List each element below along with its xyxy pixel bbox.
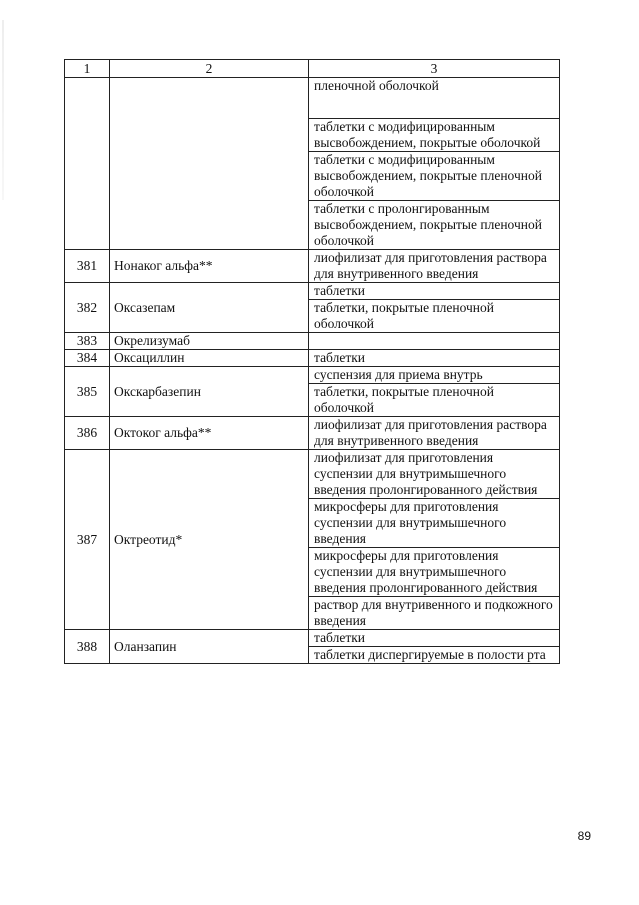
- table-row: [65, 630, 560, 647]
- table-row: [65, 450, 560, 499]
- row-num: 387: [65, 450, 110, 630]
- row-num: 383: [65, 333, 110, 350]
- row-num: 381: [65, 250, 110, 283]
- form-cell: таблетки с пролонгированным высвобождением, покрытые пленочной оболочкой: [309, 201, 560, 250]
- form-cell: [309, 333, 560, 350]
- row-num: 386: [65, 417, 110, 450]
- form-cell: таблетки: [309, 283, 560, 300]
- table-row: [65, 350, 560, 367]
- row-name: Октоког альфа**: [110, 417, 309, 450]
- form-cell: микросферы для приготовления суспензии для внутримышечного введения пролонгированного действия: [309, 548, 560, 597]
- row-num: 388: [65, 630, 110, 664]
- form-cell: суспензия для приема внутрь: [309, 367, 560, 384]
- row-num: 385: [65, 367, 110, 417]
- form-cell: лиофилизат для приготовления раствора для внутривенного введения: [309, 250, 560, 283]
- form-cell: раствор для внутривенного и подкожного введения: [309, 597, 560, 630]
- header-col-2: 2: [110, 60, 309, 78]
- form-cell: таблетки с модифицированным высвобождением, покрытые оболочкой: [309, 119, 560, 152]
- header-row: [65, 60, 560, 78]
- table-row: [65, 417, 560, 450]
- table-row: [65, 367, 560, 384]
- row-num: 384: [65, 350, 110, 367]
- row-num: 382: [65, 283, 110, 333]
- row-name: [110, 78, 309, 250]
- row-name: Октреотид*: [110, 450, 309, 630]
- table-row: [65, 283, 560, 300]
- row-name: Оксазепам: [110, 283, 309, 333]
- form-cell: таблетки, покрытые пленочной оболочкой: [309, 384, 560, 417]
- form-cell: пленочной оболочкой: [309, 78, 560, 119]
- table-row: [65, 78, 560, 119]
- header-col-3: 3: [309, 60, 560, 78]
- row-name: Оксациллин: [110, 350, 309, 367]
- form-cell: микросферы для приготовления суспензии для внутримышечного введения: [309, 499, 560, 548]
- header-col-1: 1: [65, 60, 110, 78]
- scan-edge: [2, 20, 4, 200]
- row-name: Окрелизумаб: [110, 333, 309, 350]
- row-name: Окскарбазепин: [110, 367, 309, 417]
- form-cell: лиофилизат для приготовления раствора для внутривенного введения: [309, 417, 560, 450]
- form-cell: таблетки диспергируемые в полости рта: [309, 647, 560, 664]
- drug-forms-table: [64, 59, 560, 664]
- row-num: [65, 78, 110, 250]
- row-name: Оланзапин: [110, 630, 309, 664]
- form-cell: таблетки: [309, 630, 560, 647]
- form-cell: лиофилизат для приготовления суспензии для внутримышечного введения пролонгированного действия: [309, 450, 560, 499]
- form-cell: таблетки, покрытые пленочной оболочкой: [309, 300, 560, 333]
- page-number: 89: [577, 829, 591, 843]
- table-row: [65, 333, 560, 350]
- form-cell: таблетки с модифицированным высвобождением, покрытые пленочной оболочкой: [309, 152, 560, 201]
- row-name: Нонаког альфа**: [110, 250, 309, 283]
- table-row: [65, 250, 560, 283]
- form-cell: таблетки: [309, 350, 560, 367]
